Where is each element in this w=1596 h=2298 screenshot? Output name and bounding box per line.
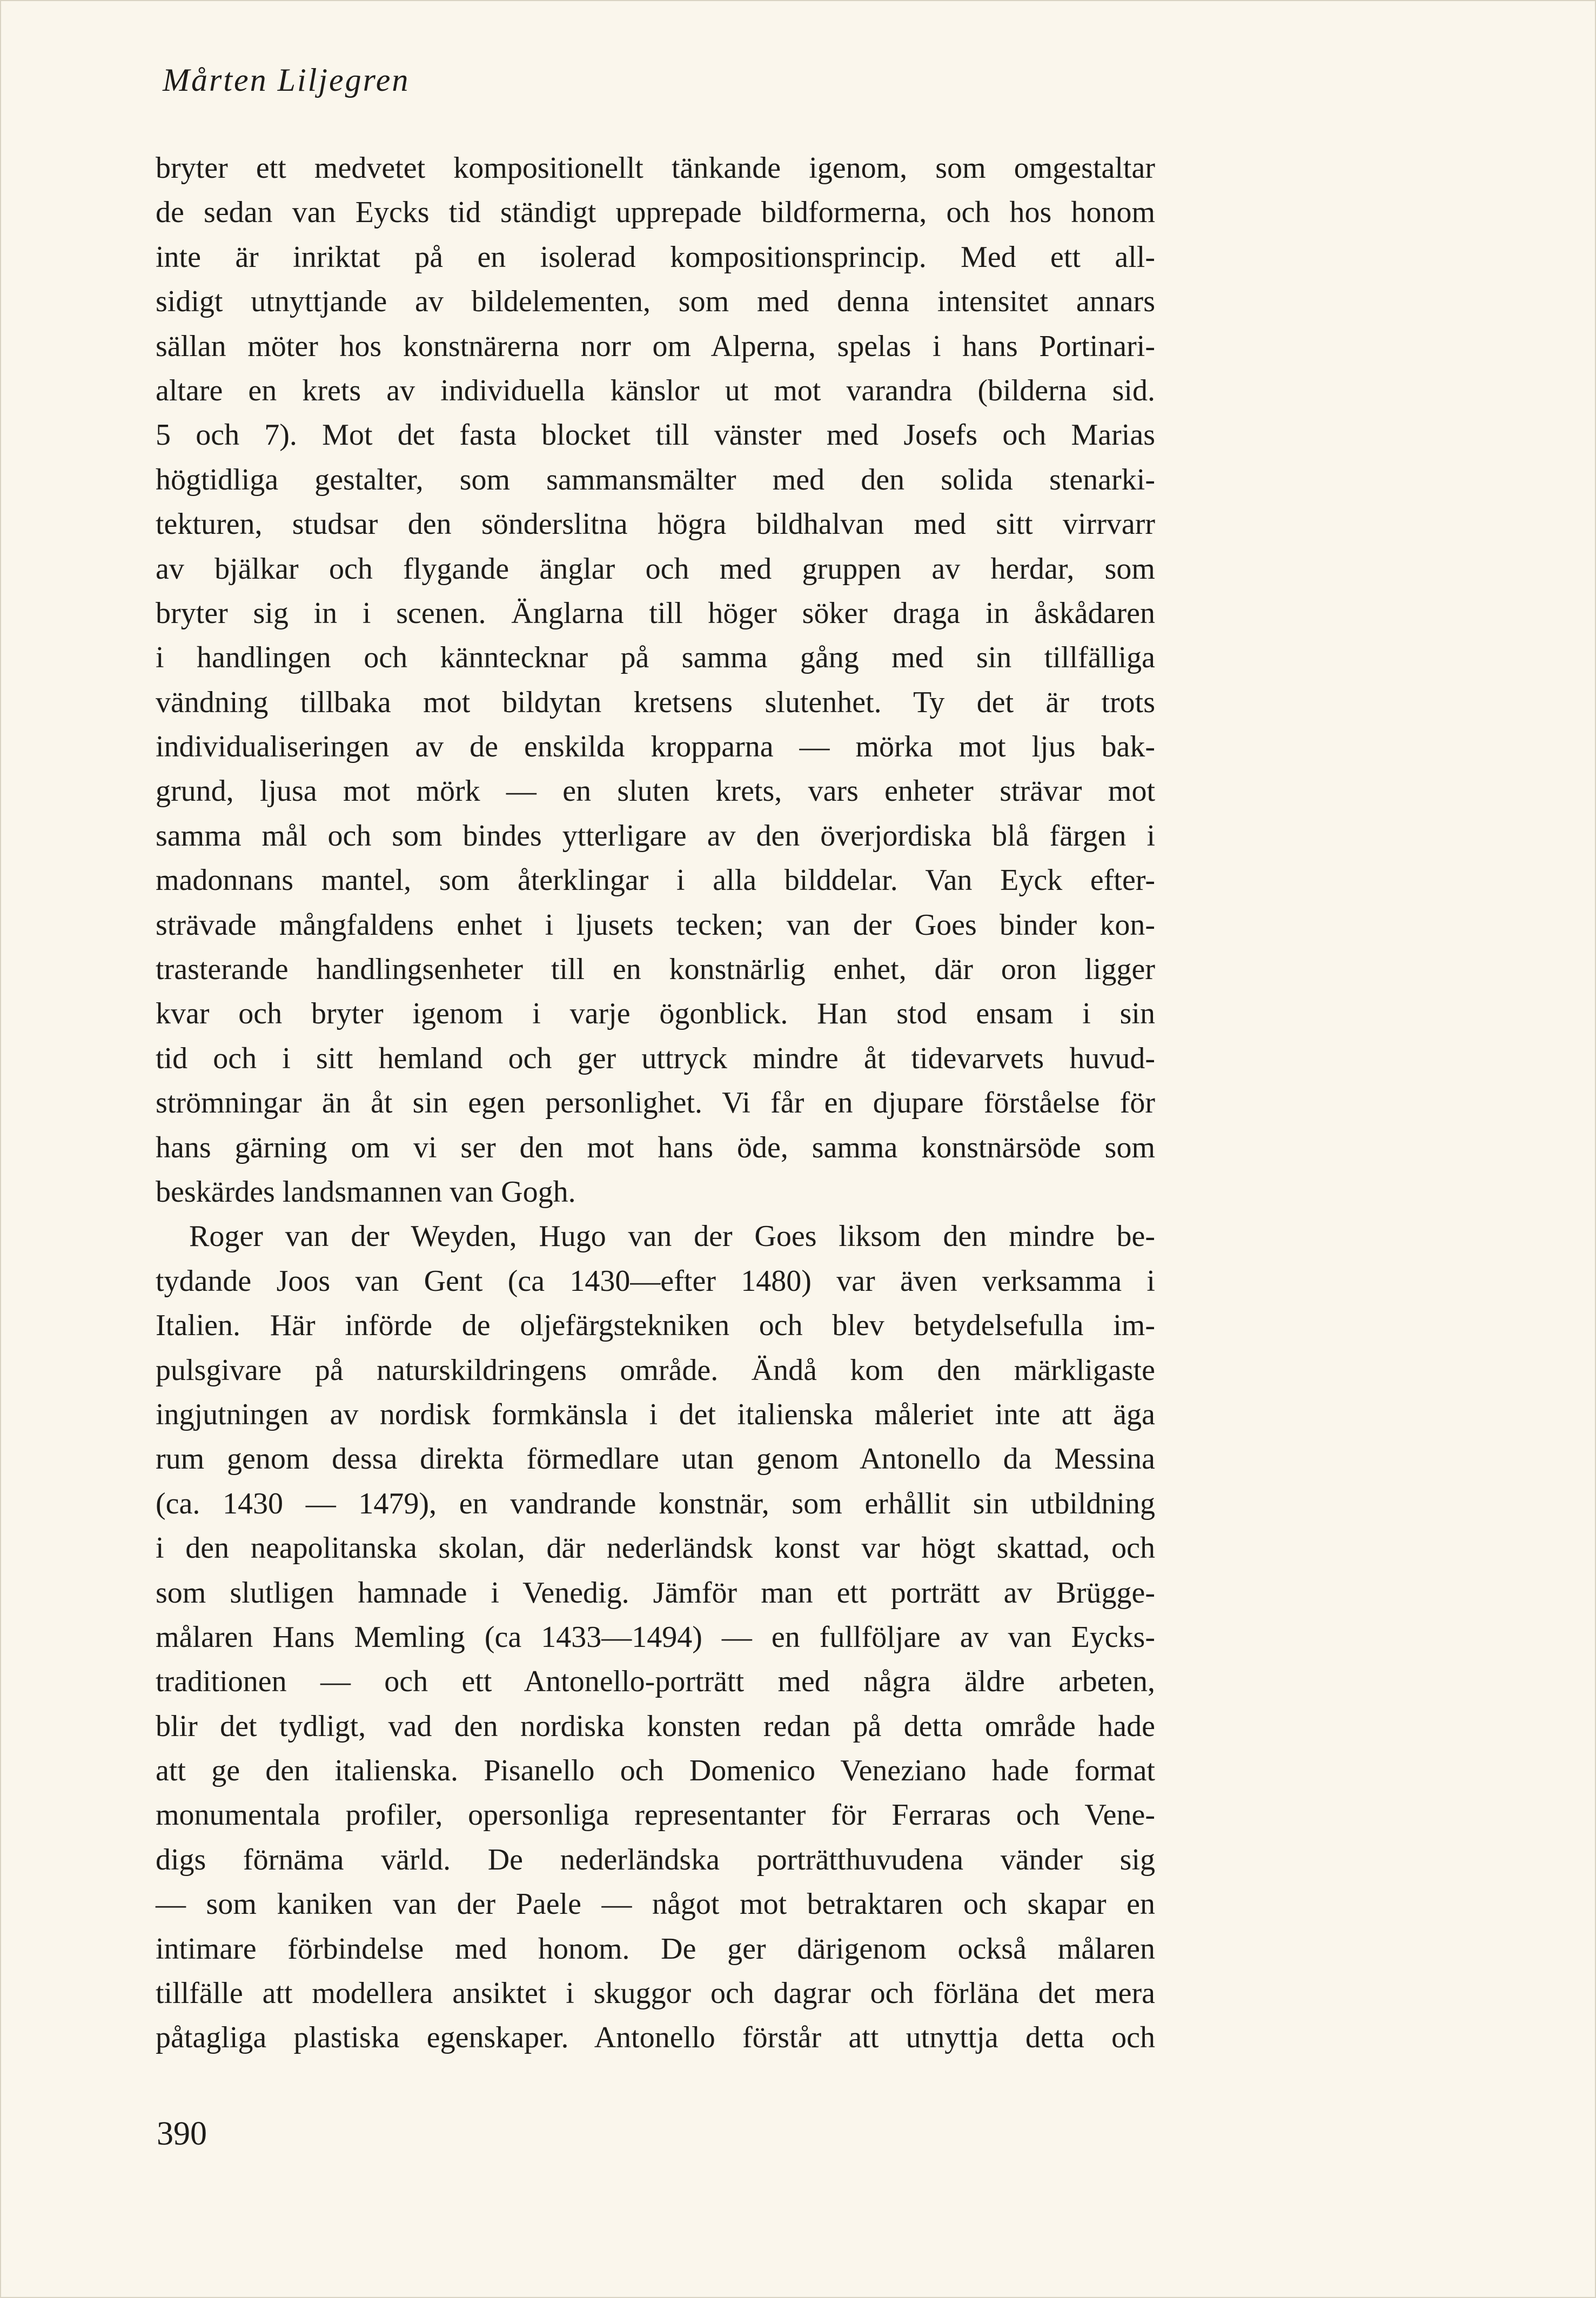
paragraph (156, 146, 1155, 1214)
text-line: 5 och 7). Mot det fasta blocket till vänster med Josefs och Marias (156, 418, 1155, 452)
body-text (156, 146, 1155, 2060)
text-line: sidigt utnyttjande av bildelementen, som med denna intensitet annars (156, 285, 1155, 319)
text-line: tillfälle att modellera ansiktet i skuggor och dagrar och förläna det mera (156, 1977, 1155, 2011)
text-line: hans gärning om vi ser den mot hans öde, samma konstnärsöde som (156, 1130, 1155, 1164)
text-line: målaren Hans Memling (ca 1433—1494) — en fullföljare av van Eycks- (156, 1620, 1155, 1654)
text-line: strävade mångfaldens enhet i ljusets tecken; van der Goes binder kon- (156, 908, 1155, 942)
text-line: — som kaniken van der Paele — något mot betraktaren och skapar en (156, 1887, 1155, 1921)
text-line: strömningar än åt sin egen personlighet. Vi får en djupare förståelse för (156, 1086, 1155, 1120)
running-head: Mårten Liljegren (163, 62, 410, 98)
text-line: av bjälkar och flygande änglar och med gruppen av herdar, som (156, 552, 1155, 586)
text-line: påtagliga plastiska egenskaper. Antonello förstår att utnyttja detta och (156, 2021, 1155, 2055)
text-line: altare en krets av individuella känslor ut mot varandra (bilderna sid. (156, 373, 1155, 407)
text-line: beskärdes landsmannen van Gogh. (156, 1175, 576, 1209)
text-line: samma mål och som bindes ytterligare av den överjordiska blå färgen i (156, 819, 1155, 853)
text-line: sällan möter hos konstnärerna norr om Alperna, spelas i hans Portinari- (156, 329, 1155, 363)
text-line: monumentala profiler, opersonliga representanter för Ferraras och Vene- (156, 1798, 1155, 1832)
text-line: grund, ljusa mot mörk — en sluten krets, vars enheter strävar mot (156, 774, 1155, 808)
text-line: de sedan van Eycks tid ständigt upprepade bildformerna, och hos honom (156, 196, 1155, 230)
text-line: Roger van der Weyden, Hugo van der Goes liksom den mindre be- (189, 1220, 1155, 1254)
text-line: bryter ett medvetet kompositionellt tänkande igenom, som omgestaltar (156, 151, 1155, 185)
text-line: kvar och bryter igenom i varje ögonblick. Han stod ensam i sin (156, 997, 1155, 1031)
text-line: vändning tillbaka mot bildytan kretsens slutenhet. Ty det är trots (156, 685, 1155, 719)
text-line: trasterande handlingsenheter till en konstnärlig enhet, där oron ligger (156, 953, 1155, 987)
text-line: pulsgivare på naturskildringens område. Ändå kom den märkligaste (156, 1353, 1155, 1387)
text-line: högtidliga gestalter, som sammansmälter med den solida stenarki- (156, 463, 1155, 497)
text-line: (ca. 1430 — 1479), en vandrande konstnär, som erhållit sin utbildning (156, 1486, 1155, 1520)
text-line: intimare förbindelse med honom. De ger därigenom också målaren (156, 1932, 1155, 1966)
paragraph (156, 1214, 1155, 2060)
text-line: bryter sig in i scenen. Änglarna till höger söker draga in åskådaren (156, 596, 1155, 630)
text-line: traditionen — och ett Antonello-porträtt med några äldre arbeten, (156, 1665, 1155, 1699)
text-line: som slutligen hamnade i Venedig. Jämför man ett porträtt av Brügge- (156, 1576, 1155, 1610)
page-number: 390 (157, 2115, 207, 2152)
text-line: digs förnäma värld. De nederländska porträtthuvudena vänder sig (156, 1843, 1155, 1877)
text-line: blir det tydligt, vad den nordiska konsten redan på detta område hade (156, 1709, 1155, 1743)
text-line: att ge den italienska. Pisanello och Domenico Veneziano hade format (156, 1754, 1155, 1788)
text-line: tekturen, studsar den sönderslitna högra bildhalvan med sitt virrvarr (156, 507, 1155, 541)
text-line: i den neapolitanska skolan, där nederländsk konst var högt skattad, och (156, 1531, 1155, 1565)
text-line: tid och i sitt hemland och ger uttryck mindre åt tidevarvets huvud- (156, 1041, 1155, 1075)
text-line: rum genom dessa direkta förmedlare utan genom Antonello da Messina (156, 1442, 1155, 1476)
text-line: Italien. Här införde de oljefärgstekniken och blev betydelsefulla im- (156, 1309, 1155, 1343)
text-line: madonnans mantel, som återklingar i alla bilddelar. Van Eyck efter- (156, 863, 1155, 897)
text-line: inte är inriktat på en isolerad kompositionsprincip. Med ett all- (156, 240, 1155, 274)
text-line: tydande Joos van Gent (ca 1430—efter 1480) var även verksamma i (156, 1264, 1155, 1298)
text-line: i handlingen och känntecknar på samma gång med sin tillfälliga (156, 641, 1155, 675)
text-line: ingjutningen av nordisk formkänsla i det italienska måleriet inte att äga (156, 1397, 1155, 1431)
text-line: individualiseringen av de enskilda kropparna — mörka mot ljus bak- (156, 730, 1155, 764)
